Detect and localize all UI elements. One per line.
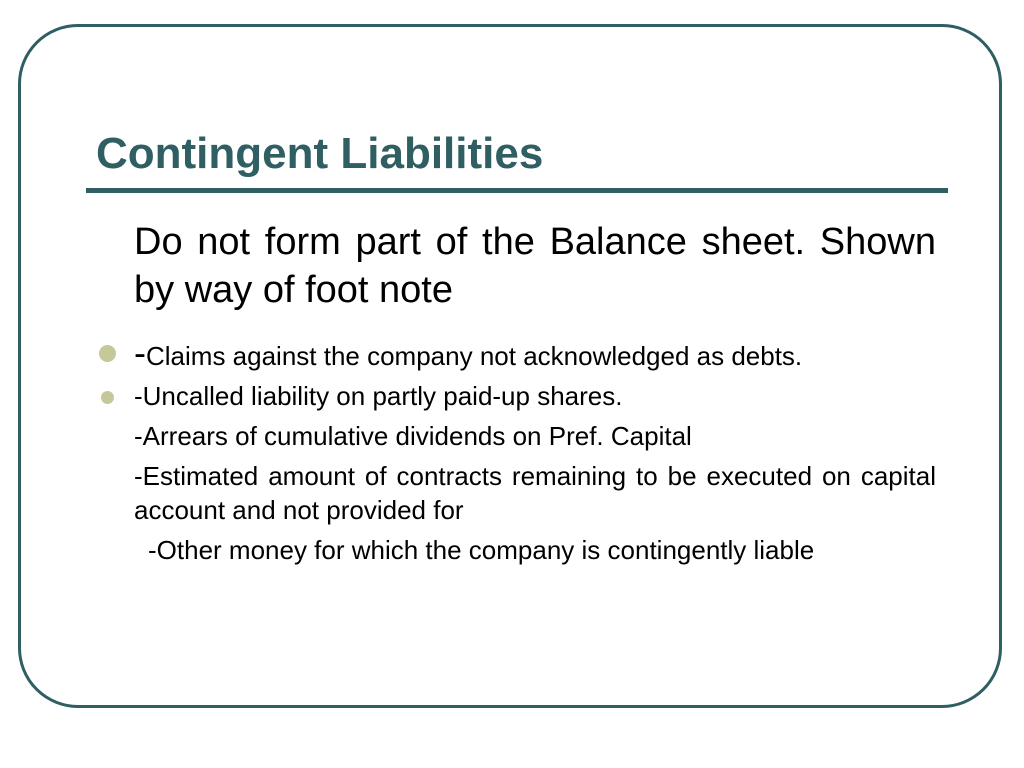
title-divider <box>86 188 948 193</box>
bullet-icon <box>99 345 116 362</box>
slide-body <box>134 218 936 573</box>
list-item <box>134 419 936 453</box>
list-item <box>134 533 936 567</box>
slide-title: Contingent Liabilities <box>96 129 544 178</box>
intro-text: Do not form part of the Balance sheet. Shown by way of foot note <box>134 221 936 311</box>
bullet-icon <box>101 391 114 404</box>
list-item-text: -Uncalled liability on partly paid-up shares. <box>134 381 623 411</box>
list-item-text: -Other money for which the company is contingently liable <box>148 535 815 565</box>
list-item <box>134 459 936 527</box>
list-item-text: -Arrears of cumulative dividends on Pref. Capital <box>134 421 692 451</box>
list-item <box>134 379 936 413</box>
list-item <box>134 332 936 373</box>
liability-list <box>134 332 936 567</box>
list-item-text: -Estimated amount of contracts remaining to be executed on capital account and not provided for <box>134 461 936 525</box>
list-item-text: Claims against the company not acknowledged as debts. <box>146 341 803 371</box>
list-item-lead: - <box>134 332 146 373</box>
